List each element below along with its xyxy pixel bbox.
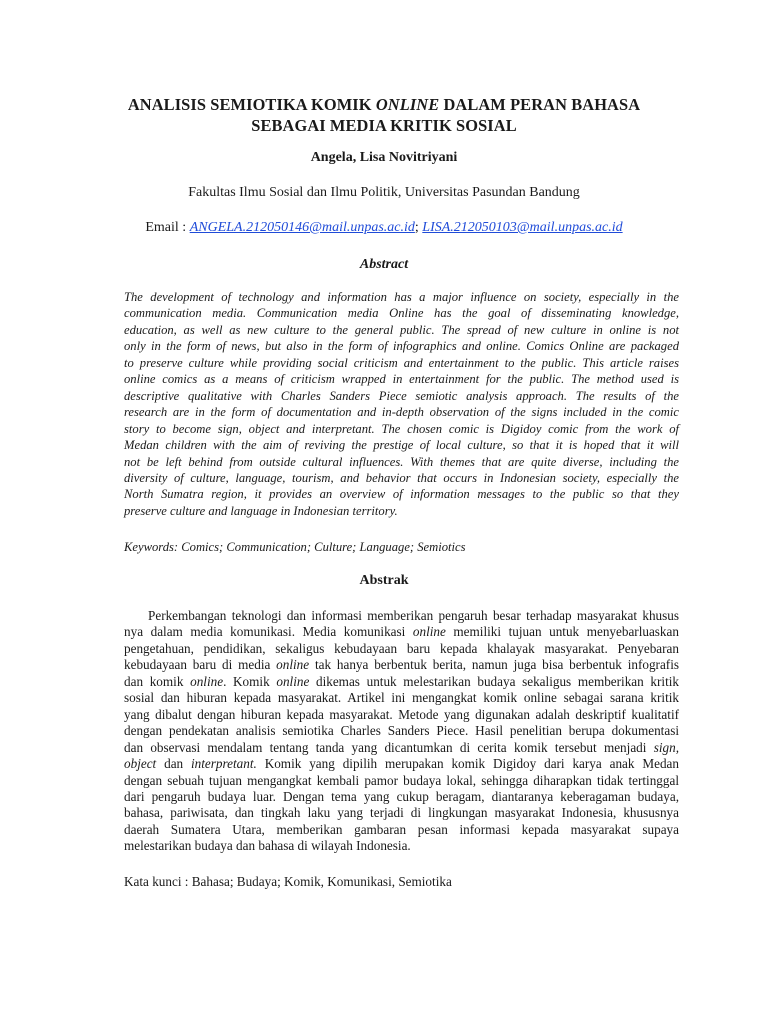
title-text: DALAM PERAN BAHASA	[439, 95, 641, 114]
abstrak-line	[124, 657, 679, 673]
abstrak-text: dikemas untuk melestarikan budaya sekaligus memberikan kritik	[309, 673, 679, 689]
abstrak-line: bahasa, pariwisata, dan tingkah laku yang terjadi di lingkungan masyarakat Indonesia, khususnya	[124, 805, 679, 821]
abstrak-text: . Komik	[223, 673, 277, 689]
abstrak-italic: online	[276, 657, 310, 673]
abstract-line: online comics as a means of criticism wrapped in entertainment for the public. The method used is	[124, 372, 679, 387]
title-line-2: SEBAGAI MEDIA KRITIK SOSIAL	[251, 116, 517, 135]
abstrak-text: tak hanya berbentuk berita, namun juga bisa berbentuk infografis	[309, 657, 679, 673]
abstrak-line: Perkembangan teknologi dan informasi memberikan pengaruh besar terhadap masyarakat khusus	[148, 608, 679, 623]
abstract-heading: Abstract	[359, 257, 409, 272]
abstrak-italic: interpretant.	[191, 756, 257, 772]
title-line-1	[60, 94, 708, 115]
abstract-line: The development of technology and information has a major influence on society, especially in the	[124, 290, 679, 304]
abstract-line: diversity of culture, language, tourism, and behavior that occurs in Indonesian society, especially the	[124, 470, 679, 485]
abstract-line: descriptive qualitative with Charles Sanders Piece semiotic analysis approach. The results of the	[124, 388, 679, 403]
abstrak-text: dan komik	[124, 673, 191, 689]
title-text: ANALISIS SEMIOTIKA KOMIK	[127, 95, 376, 114]
abstract-line: to preserve culture while providing social criticism and entertainment to the public. This article raises	[124, 355, 679, 370]
abstrak-italic: sign,	[653, 739, 679, 755]
affiliation: Fakultas Ilmu Sosial dan Ilmu Politik, Universitas Pasundan Bandung	[188, 185, 580, 200]
abstrak-line	[124, 756, 679, 772]
abstract-line: only in the form of news, but also in the form of infographics and online. Comics Online are packaged	[124, 339, 679, 354]
abstrak-text: Komik yang dipilih merupakan komik Digidoy dari karya anak Medan	[256, 756, 679, 772]
abstrak-line: melestarikan budaya dan bahasa di wilayah Indonesia.	[124, 838, 411, 854]
abstrak-text: kebudayaan baru di media	[124, 657, 277, 673]
abstrak-body	[124, 608, 679, 855]
abstrak-text: dan	[156, 756, 192, 772]
email-line	[0, 220, 768, 236]
abstrak-line: sosial dan hiburan kepada masyarakat. Artikel ini mengangkat komik online sebagai sarana kritik	[124, 690, 679, 706]
abstract-line: research are in the form of documentation and in-depth observation of the signs included in the comic	[124, 405, 679, 420]
abstrak-line: dengan pendekatan analisis semiotika Charles Sanders Piece. Hasil penelitian berupa dokumentasi	[124, 723, 679, 739]
abstrak-italic: online	[190, 673, 224, 689]
email-label: Email :	[145, 220, 190, 235]
abstrak-line: dari pengaruh budaya luar. Dengan tema yang cukup beragam, diantaranya keberagaman budaya,	[124, 788, 679, 804]
abstract-line: North Sumatra region, it provides an overview of information messages to the public so that they	[124, 487, 679, 502]
abstrak-italic: online	[412, 624, 446, 640]
abstrak-italic: object	[124, 756, 157, 772]
abstrak-line: dengan sebuah tujuan mengangkat kembali pamor budaya lokal, sehingga diharapkan tidak tertinggal	[124, 772, 679, 788]
abstrak-line	[124, 624, 679, 640]
abstrak-line	[124, 740, 679, 756]
abstrak-text: memiliki tujuan untuk menyebarluaskan	[445, 624, 679, 640]
abstrak-line: yang dibalut dengan hiburan kepada masyarakat. Metode yang digunakan adalah deskriptif kualitatif	[124, 706, 679, 722]
abstrak-heading: Abstrak	[359, 573, 409, 588]
abstract-body	[124, 289, 679, 519]
email-separator: ;	[414, 220, 423, 235]
abstrak-line: daerah Sumatera Utara, memberikan gambaran pesan informasi kepada masyarakat supaya	[124, 821, 679, 837]
abstract-line: not be left behind from outside cultural influences. With themes that are quite diverse, including the	[124, 454, 679, 469]
abstract-line: communication media. Communication media Online has the goal of disseminating knowledge,	[124, 306, 679, 321]
abstract-line: education, as well as new culture to the general public. The spread of new culture in online is not	[124, 322, 679, 337]
abstrak-line: pengetahuan, pendidikan, sekaligus kebudayaan baru kepada khalayak masyarakat. Penyebaran	[124, 640, 679, 656]
keywords-english: Keywords: Comics; Communication; Culture; Language; Semiotics	[124, 540, 466, 554]
abstract-line: story to become sign, object and interpretant. The chosen comic is Digidoy comic from the work of	[124, 421, 679, 436]
abstrak-italic: online	[276, 673, 310, 689]
abstract-line: preserve culture and language in Indonesian territory.	[124, 503, 398, 518]
title-italic-word: ONLINE	[375, 95, 440, 114]
email-link-2[interactable]: LISA.212050103@mail.unpas.ac.id	[422, 220, 623, 235]
abstrak-line	[124, 674, 679, 690]
paper-title	[60, 94, 708, 136]
keywords-indonesian: Kata kunci : Bahasa; Budaya; Komik, Komunikasi, Semiotika	[124, 874, 452, 889]
authors: Angela, Lisa Novitriyani	[310, 150, 458, 165]
abstract-line: Medan children with the aim of reviving the prestige of local culture, so that it is hoped that it will	[124, 438, 679, 453]
email-link-1[interactable]: ANGELA.212050146@mail.unpas.ac.id	[189, 220, 415, 235]
abstrak-text: dan observasi mendalam tentang tanda yang dicantumkan di cerita komik tersebut menjadi	[124, 739, 654, 755]
abstrak-text: nya dalam media komunikasi. Media komunikasi	[124, 624, 413, 640]
